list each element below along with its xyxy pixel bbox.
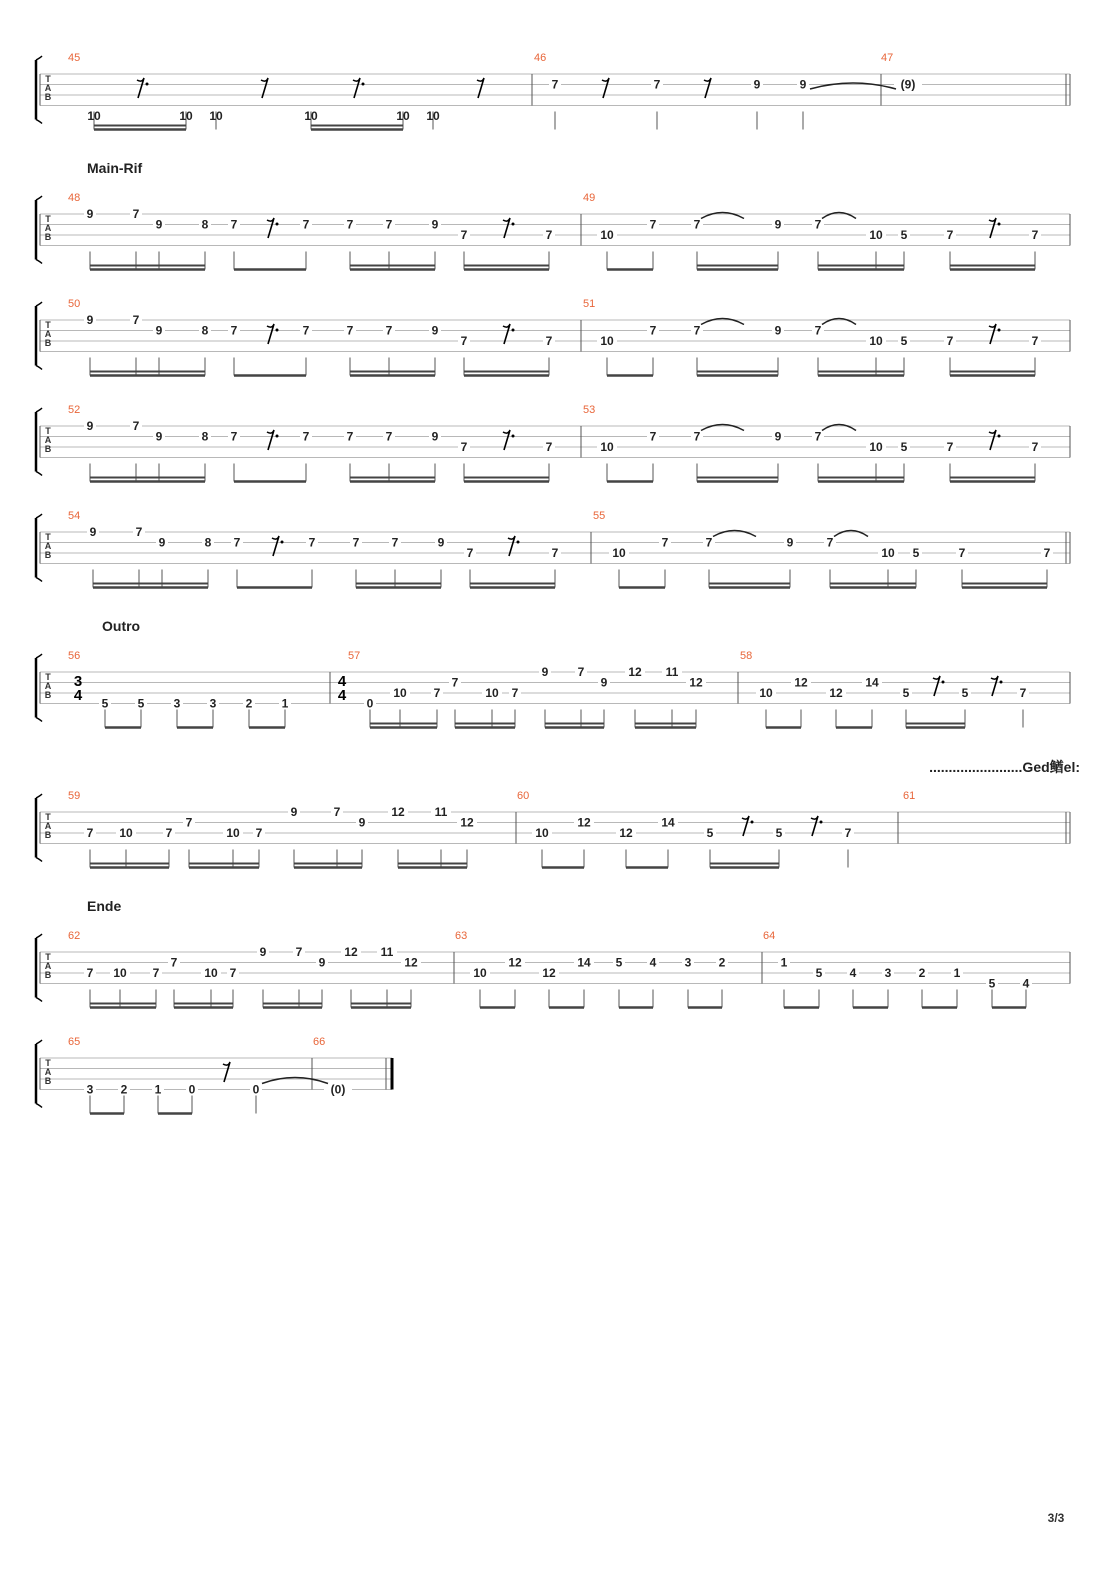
section-label: Outro <box>102 618 141 634</box>
fret-number: 7 <box>814 217 822 232</box>
fret-number: 9 <box>437 535 445 550</box>
fret-number: 11 <box>665 665 679 679</box>
tab-clef-letter: T <box>45 672 51 682</box>
fret-number: 4 <box>849 966 857 980</box>
fret-number: 10 <box>393 686 407 700</box>
fret-number: 5 <box>815 966 823 980</box>
fret-number: 2 <box>918 966 926 980</box>
tab-clef-letter: A <box>44 329 52 339</box>
fret-number: 7 <box>346 429 354 444</box>
fret-number: 12 <box>829 686 843 700</box>
fret-number: 7 <box>132 313 140 327</box>
tie <box>701 213 744 219</box>
fret-number: 9 <box>259 945 267 959</box>
rest-dot <box>362 83 365 86</box>
fret-number: 7 <box>511 686 519 700</box>
measure-number: 45 <box>68 52 81 64</box>
page-number: 3/3 <box>1047 1511 1065 1525</box>
tab-clef-letter: B <box>44 92 52 102</box>
fret-number: 10 <box>485 686 499 700</box>
tab-clef-letter: A <box>44 541 52 551</box>
rest-dot <box>512 223 515 226</box>
fret-number: 7 <box>1019 686 1027 700</box>
tie <box>822 425 856 431</box>
fret-number: 10 <box>869 440 883 454</box>
fret-number: 7 <box>649 429 657 444</box>
fret-number: 10 <box>426 109 440 123</box>
fret-number: 7 <box>346 217 354 232</box>
fret-number: 7 <box>385 429 393 444</box>
fret-number: 3 <box>884 966 892 980</box>
tie <box>810 83 896 89</box>
tab-clef-letter: B <box>44 690 52 700</box>
fret-number: 10 <box>759 686 773 700</box>
fret-number: (0) <box>330 1082 346 1097</box>
tab-clef-letter: B <box>44 830 52 840</box>
fret-number: 0 <box>188 1082 196 1097</box>
fret-number: 3 <box>684 955 692 970</box>
fret-number: 10 <box>612 546 626 560</box>
fret-number: 9 <box>600 675 608 690</box>
measure-number: 64 <box>763 930 776 942</box>
fret-number: 7 <box>958 546 966 560</box>
fret-number: 7 <box>185 815 193 830</box>
measure-number: 53 <box>583 404 596 416</box>
fret-number: 1 <box>154 1082 162 1097</box>
tab-clef-letter: A <box>44 83 52 93</box>
fret-number: 12 <box>508 955 522 970</box>
tab-clef-letter: B <box>44 232 52 242</box>
fret-number: 3 <box>173 696 181 711</box>
tab-clef-letter: T <box>45 74 51 84</box>
rest-dot <box>820 821 823 824</box>
fret-number: 9 <box>89 525 97 539</box>
fret-number: 7 <box>391 535 399 550</box>
tie <box>822 319 856 325</box>
measure-number: 63 <box>455 930 468 942</box>
fret-number: 7 <box>653 77 661 92</box>
fret-number: 9 <box>753 77 761 92</box>
fret-number: 10 <box>535 826 549 840</box>
fret-number: 8 <box>201 429 209 444</box>
tab-clef-letter: B <box>44 1076 52 1086</box>
time-signature-bottom: 4 <box>337 687 347 704</box>
fret-number: 9 <box>155 429 163 444</box>
fret-number: 7 <box>946 440 954 454</box>
fret-number: 7 <box>385 217 393 232</box>
fret-number: 12 <box>689 675 703 690</box>
fret-number: 7 <box>302 217 310 232</box>
fret-number: 12 <box>577 815 591 830</box>
tab-clef-letter: A <box>44 1067 52 1077</box>
fret-number: 10 <box>396 109 410 123</box>
tab-clef-letter: A <box>44 223 52 233</box>
tab-clef-letter: B <box>44 970 52 980</box>
tab-clef-letter: T <box>45 952 51 962</box>
fret-number: 7 <box>551 77 559 92</box>
tab-clef-letter: T <box>45 426 51 436</box>
fret-number: 5 <box>900 228 908 242</box>
rest-dot <box>998 435 1001 438</box>
section-label: Main-Rif <box>87 160 143 176</box>
fret-number: 5 <box>615 955 623 970</box>
fret-number: 9 <box>786 535 794 550</box>
fret-number: 4 <box>1022 976 1030 991</box>
measure-number: 62 <box>68 930 81 942</box>
rest-dot <box>751 821 754 824</box>
fret-number: 9 <box>318 955 326 970</box>
fret-number: 7 <box>451 675 459 690</box>
fret-number: 12 <box>628 665 642 679</box>
fret-number: 5 <box>988 976 996 991</box>
rest-dot <box>517 541 520 544</box>
tab-clef-letter: A <box>44 961 52 971</box>
fret-number: 9 <box>290 805 298 819</box>
rest-dot <box>146 83 149 86</box>
fret-number: 1 <box>281 696 289 711</box>
rest-dot <box>942 681 945 684</box>
measure-number: 61 <box>903 790 916 802</box>
rest-dot <box>276 329 279 332</box>
rest-dot <box>512 435 515 438</box>
fret-number: 7 <box>295 945 303 959</box>
fret-number: 8 <box>204 535 212 550</box>
fret-number: 7 <box>705 535 713 550</box>
rest-dot <box>998 223 1001 226</box>
tab-clef-letter: T <box>45 214 51 224</box>
fret-number: 12 <box>344 945 358 959</box>
fret-number: 7 <box>86 826 94 840</box>
measure-number: 46 <box>534 52 547 64</box>
rest-dot <box>1000 681 1003 684</box>
tie <box>701 425 744 431</box>
fret-number: 10 <box>113 966 127 980</box>
fret-number: 12 <box>391 805 405 819</box>
fret-number: 7 <box>545 334 553 348</box>
fret-number: 7 <box>230 429 238 444</box>
fret-number: 7 <box>545 228 553 242</box>
fret-number: 10 <box>473 966 487 980</box>
fret-number: 10 <box>869 228 883 242</box>
fret-number: 7 <box>1031 334 1039 348</box>
tab-clef-letter: T <box>45 532 51 542</box>
fret-number: 12 <box>542 966 556 980</box>
fret-number: 7 <box>693 217 701 232</box>
fret-number: 9 <box>358 815 366 830</box>
measure-number: 52 <box>68 404 81 416</box>
tie <box>701 319 744 325</box>
fret-number: 7 <box>649 217 657 232</box>
rest-dot <box>512 329 515 332</box>
fret-number: 7 <box>545 440 553 454</box>
fret-number: 14 <box>661 815 675 830</box>
fret-number: 7 <box>1043 546 1051 560</box>
fret-number: 7 <box>551 546 559 560</box>
measure-number: 57 <box>348 650 361 662</box>
measure-number: 48 <box>68 192 81 204</box>
fret-number: 7 <box>814 429 822 444</box>
fret-number: 12 <box>460 815 474 830</box>
fret-number: 5 <box>900 334 908 348</box>
fret-number: 3 <box>86 1082 94 1097</box>
fret-number: 7 <box>230 217 238 232</box>
fret-number: 9 <box>774 429 782 444</box>
fret-number: 5 <box>912 546 920 560</box>
fret-number: 3 <box>209 696 217 711</box>
fret-number: 9 <box>86 207 94 221</box>
fret-number: 5 <box>101 696 109 711</box>
measure-number: 54 <box>68 510 81 522</box>
fret-number: 7 <box>308 535 316 550</box>
tab-clef-letter: B <box>44 444 52 454</box>
fret-number: 7 <box>460 440 468 454</box>
fret-number: 7 <box>165 826 173 840</box>
fret-number: 7 <box>649 323 657 338</box>
fret-number: 7 <box>152 966 160 980</box>
fret-number: 7 <box>255 826 263 840</box>
fret-number: 7 <box>352 535 360 550</box>
tie <box>822 213 856 219</box>
fret-number: 8 <box>201 217 209 232</box>
fret-number: 9 <box>774 323 782 338</box>
fret-number: 7 <box>1031 228 1039 242</box>
fret-number: 7 <box>170 955 178 970</box>
measure-number: 55 <box>593 510 606 522</box>
measure-number: 66 <box>313 1036 326 1048</box>
fret-number: 11 <box>434 805 448 819</box>
fret-number: 12 <box>794 675 808 690</box>
fret-number: 4 <box>649 955 657 970</box>
fret-number: 7 <box>946 334 954 348</box>
fret-number: 7 <box>577 665 585 679</box>
fret-number: 5 <box>775 826 783 840</box>
fret-number: 14 <box>865 675 879 690</box>
measure-number: 56 <box>68 650 81 662</box>
fret-number: 2 <box>245 696 253 711</box>
tab-clef-letter: A <box>44 435 52 445</box>
tie <box>713 531 756 537</box>
tie <box>262 1078 328 1084</box>
fret-number: 1 <box>780 955 788 970</box>
fret-number: 5 <box>961 686 969 700</box>
fret-number: 5 <box>137 696 145 711</box>
rest-dot <box>276 435 279 438</box>
fret-number: 2 <box>120 1082 128 1097</box>
measure-number: 58 <box>740 650 753 662</box>
fret-number: 7 <box>693 323 701 338</box>
rest-dot <box>281 541 284 544</box>
fret-number: 7 <box>302 429 310 444</box>
tab-clef-letter: T <box>45 320 51 330</box>
fret-number: 14 <box>577 955 591 970</box>
fret-number: 10 <box>600 334 614 348</box>
fret-number: 7 <box>385 323 393 338</box>
fret-number: 9 <box>431 323 439 338</box>
time-signature-top: 3 <box>73 673 83 690</box>
tab-clef-letter: T <box>45 812 51 822</box>
measure-number: 59 <box>68 790 81 802</box>
fret-number: 7 <box>346 323 354 338</box>
fret-number: 7 <box>132 419 140 433</box>
fret-number: 7 <box>1031 440 1039 454</box>
fret-number: 12 <box>404 955 418 970</box>
fret-number: 0 <box>252 1082 260 1097</box>
tab-clef-letter: A <box>44 681 52 691</box>
fret-number: (9) <box>900 77 916 92</box>
fret-number: 7 <box>230 323 238 338</box>
fret-number: 2 <box>718 955 726 970</box>
fret-number: 7 <box>693 429 701 444</box>
tab-clef-letter: T <box>45 1058 51 1068</box>
fret-number: 10 <box>209 109 223 123</box>
fret-number: 9 <box>431 429 439 444</box>
fret-number: 7 <box>946 228 954 242</box>
fret-number: 10 <box>179 109 193 123</box>
rest-dot <box>998 329 1001 332</box>
fret-number: 7 <box>229 966 237 980</box>
fret-number: 7 <box>844 826 852 840</box>
fret-number: 10 <box>881 546 895 560</box>
fret-number: 7 <box>433 686 441 700</box>
fret-number: 1 <box>953 966 961 980</box>
tab-clef-letter: B <box>44 550 52 560</box>
fret-number: 9 <box>541 665 549 679</box>
fret-number: 5 <box>900 440 908 454</box>
fret-number: 9 <box>774 217 782 232</box>
time-signature-top: 4 <box>337 673 347 690</box>
fret-number: 8 <box>201 323 209 338</box>
fret-number: 7 <box>460 334 468 348</box>
fret-number: 10 <box>304 109 318 123</box>
fret-number: 7 <box>466 546 474 560</box>
fret-number: 10 <box>600 440 614 454</box>
fret-number: 7 <box>333 805 341 819</box>
fret-number: 5 <box>902 686 910 700</box>
fret-number: 9 <box>86 313 94 327</box>
fret-number: 9 <box>86 419 94 433</box>
fret-number: 7 <box>233 535 241 550</box>
fret-number: 7 <box>302 323 310 338</box>
fret-number: 7 <box>661 535 669 550</box>
fret-number: 11 <box>380 945 394 959</box>
fret-number: 7 <box>814 323 822 338</box>
fret-number: 10 <box>869 334 883 348</box>
fret-number: 7 <box>460 228 468 242</box>
fret-number: 10 <box>87 109 101 123</box>
fret-number: 12 <box>619 826 633 840</box>
fret-number: 7 <box>135 525 143 539</box>
measure-number: 49 <box>583 192 596 204</box>
fret-number: 10 <box>204 966 218 980</box>
measure-number: 47 <box>881 52 894 64</box>
fret-number: 7 <box>132 207 140 221</box>
measure-number: 51 <box>583 298 596 310</box>
fret-number: 10 <box>226 826 240 840</box>
measure-number: 65 <box>68 1036 81 1048</box>
fret-number: 5 <box>706 826 714 840</box>
fret-number: 9 <box>155 323 163 338</box>
time-signature-bottom: 4 <box>73 687 83 704</box>
fret-number: 10 <box>600 228 614 242</box>
measure-number: 50 <box>68 298 81 310</box>
section-label: Ende <box>87 898 122 914</box>
fret-number: 9 <box>431 217 439 232</box>
fret-number: 9 <box>799 77 807 92</box>
rest-dot <box>276 223 279 226</box>
fret-number: 0 <box>366 696 374 711</box>
tie <box>834 531 868 537</box>
tab-clef-letter: A <box>44 821 52 831</box>
fret-number: 7 <box>86 966 94 980</box>
fret-number: 9 <box>155 217 163 232</box>
fret-number: 7 <box>826 535 834 550</box>
fret-number: 9 <box>158 535 166 550</box>
measure-number: 60 <box>517 790 530 802</box>
tab-clef-letter: B <box>44 338 52 348</box>
annotation-text: ........................Ged䲡el: <box>929 759 1080 775</box>
fret-number: 10 <box>119 826 133 840</box>
